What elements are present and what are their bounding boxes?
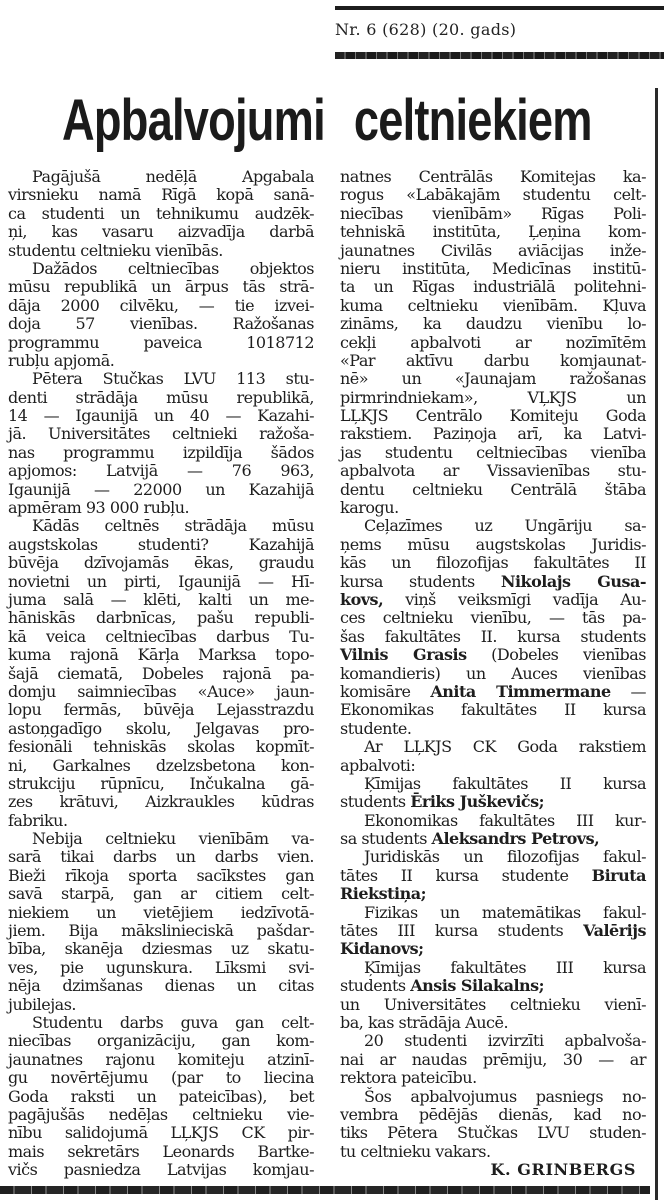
text-line [340,499,646,517]
author-signature: K. GRINBERGS [490,1160,636,1180]
text-line [340,297,646,315]
text-line [8,1088,314,1106]
text-run: Kādās celtnēs strādāja mūsu [32,516,314,536]
text-run: Ar LĻKJS CK Goda rakstiem [364,737,646,757]
text-line [8,738,314,756]
text-line [340,812,646,830]
text-line [340,536,646,554]
text-run: natnes Centrālās Komitejas ka- [340,167,646,186]
text-run: 20 studenti izvirzīti apbalvoša- [364,1031,646,1051]
text-run: ņi, kas vasaru aizvadīja darbā [8,222,314,242]
text-run: denti strādāja mūsu republikā, [8,387,314,407]
text-run: komandieris) un Auces vienības [340,663,646,683]
bottom-rule [0,1186,650,1194]
text-run: ves, pie ugunskura. Līksmi svi- [8,957,314,977]
article-left-column [8,168,314,1179]
text-line [8,591,314,609]
text-run: ba, kas strādāja Aucē. [340,1012,509,1032]
text-run: gu novērtējumu (par to liecina [8,1068,314,1088]
text-run: augstskolas studenti? Kazahijā [8,534,314,554]
text-line [340,168,646,186]
text-run: Dažādos celtniecības objektos [32,258,314,278]
text-run: viņš veiksmīgi vadīja Au- [405,589,646,609]
text-run: Nebija celtnieku vienībām va- [32,829,314,849]
masthead-top-rule [335,6,664,10]
text-line [8,720,314,738]
text-line [8,352,314,370]
article-headline: Apbalvojumi celtniekiem [62,88,592,153]
text-run: tātes III kursa students [340,921,564,941]
text-run: niekiem un vietējiem iedzīvotā- [8,902,314,922]
text-line [340,720,646,738]
text-line [340,334,646,352]
text-run: tu celtnieku vakars. [340,1141,491,1161]
text-run: ta un Rīgas industriālā politehni- [340,277,646,297]
text-run: fesionāli tehniskās skolas kopmīt- [8,737,314,757]
text-run: programmu paveica 1018712 [8,332,314,352]
text-line [8,940,314,958]
text-run: sarā tikai darbs un darbs vien. [8,847,314,867]
text-run: ņems mūsu augstskolas Juridis- [340,534,646,554]
text-line [340,407,646,425]
text-run: apbalvota ar Vissavienības stu- [340,461,646,481]
text-line [340,315,646,333]
person-name: Biruta [591,865,646,885]
text-run: ni, Garkalnes dzelzsbetona kon- [8,755,314,775]
text-line [340,628,646,646]
text-run: Igaunijā — 22000 un Kazahijā [8,479,314,499]
text-line [8,389,314,407]
text-line [8,186,314,204]
text-line [8,701,314,719]
text-line [340,260,646,278]
text-run: Goda raksti un pateicības), bet [8,1086,314,1106]
text-line [340,186,646,204]
text-run: būvēja dzīvojamās ēkas, graudu [8,553,314,573]
text-line [8,370,314,388]
text-line [340,205,646,223]
text-run: savā starpā, gan ar citiem celt- [8,884,314,904]
text-line [340,462,646,480]
person-name: Aleksandrs Petrovs, [431,829,600,849]
text-run: domju saimniecības «Auce» jaun- [8,681,314,701]
text-run: students [340,976,406,996]
text-line [340,609,646,627]
article-right-column [340,168,646,1179]
text-line [340,848,646,866]
text-line [8,278,314,296]
text-run: nas programmu izpildīja šādos [8,442,314,462]
text-line [8,793,314,811]
text-run: nieru institūta, Medicīnas institū- [340,258,646,278]
text-run: «Par aktīvu darbu komjaunat- [340,350,646,370]
text-run: Studentu darbs guva gan celt- [32,1012,314,1032]
text-line [8,1051,314,1069]
text-run: Fizikas un matemātikas fakul- [364,902,646,922]
text-line [340,1069,646,1087]
text-run: hāniskās darbnīcas, pašu republi- [8,608,314,628]
text-run: nē» un «Jaunajam ražošanas [340,369,646,389]
text-line [340,885,646,903]
text-line [8,775,314,793]
text-line [8,609,314,627]
text-line [8,646,314,664]
text-run: nību salidojumā LĻKJS CK pir- [8,1123,314,1143]
text-run: jaunatnes Civilās aviācijas inže- [340,240,646,260]
text-line [8,628,314,646]
text-line [340,573,646,591]
text-run: fabriku. [8,810,68,830]
text-run: tehniskā institūta, Ļeņina kom- [340,222,646,242]
text-run: Ķīmijas fakultātes III kursa [364,957,646,977]
text-line [8,260,314,278]
person-name: Riekstiņa; [340,884,427,904]
text-line [340,554,646,572]
text-line [8,444,314,462]
text-run: rogus «Labākajām studentu celt- [340,185,646,205]
text-run: Bieži rīkoja sporta sacīkstes gan [8,865,314,885]
text-run: nai ar naudas prēmiju, 30 — ar [340,1049,646,1069]
text-line [340,1051,646,1069]
text-run: vičs pasniedza Latvijas komjau- [8,1160,314,1180]
text-run: ces celtnieku vienību, — tās pa- [340,608,646,628]
text-run: apbalvoti: [340,755,416,775]
text-run: dāja 2000 cilvēku, — tie izvei- [8,295,314,315]
text-line [340,867,646,885]
text-run: rakstiem. Paziņoja arī, ka Latvi- [340,424,646,444]
text-line [340,1143,646,1161]
issue-number: Nr. 6 (628) (20. gads) [335,20,517,39]
text-run: studentu celtnieku vienībās. [8,240,223,260]
text-line [340,1032,646,1050]
text-run: 14 — Igaunijā un 40 — Kazahi- [8,406,314,426]
text-line [8,1106,314,1124]
person-name: Valērijs [583,921,647,941]
text-run: un Universitātes celtnieku vienī- [340,994,646,1014]
text-run: Ceļazīmes uz Ungāriju sa- [364,516,646,536]
text-run: jiem. Bija mākslinieciskā pašdar- [8,921,314,941]
text-line [8,517,314,535]
text-run: Juridiskās un filozofijas fakul- [364,847,646,867]
text-run: mais sekretārs Leonards Bartke- [8,1141,314,1161]
text-line [340,278,646,296]
text-run: kā veica celtniecības darbus Tu- [8,626,314,646]
text-line [8,867,314,885]
text-run: astoņgadīgo skolu, Jelgavas pro- [8,718,314,738]
text-run: šajā ciematā, Dobeles rajonā pa- [8,663,314,683]
text-run: doja 57 vienības. Ražošanas [8,314,314,334]
text-run: lopu fermās, būvēja Lejasstrazdu [8,700,314,720]
text-line [8,1032,314,1050]
text-run: kās un filozofijas fakultātes II [340,553,646,573]
text-line [8,425,314,443]
text-line [340,352,646,370]
text-line [8,1069,314,1087]
text-run: jas studentu celtniecības vienība [340,442,646,462]
text-run: vembra pēdējās dienās, kad no- [340,1104,646,1124]
person-name: kovs, [340,589,384,609]
text-line [340,775,646,793]
text-line [340,425,646,443]
text-run: jā. Universitātes celtnieki ražoša- [8,424,314,444]
text-line [8,205,314,223]
text-line [8,665,314,683]
text-line [340,1106,646,1124]
text-line [8,830,314,848]
text-line [8,573,314,591]
text-run: niecības organizāciju, gan kom- [8,1031,314,1051]
text-run: dentu celtnieku Centrālā štāba [340,479,646,499]
text-run: kursa students [340,571,475,591]
text-line [8,959,314,977]
person-name: Kidanovs; [340,939,424,959]
masthead-bottom-rule [335,52,664,59]
text-line [340,444,646,462]
text-line [8,1124,314,1142]
text-line [8,223,314,241]
text-line [8,168,314,186]
text-line [8,1014,314,1032]
text-line [8,757,314,775]
text-line [8,334,314,352]
text-run: pirmrindniekam», VĻKJS un [340,387,646,407]
text-run: cekļi apbalvoti ar nozīmītēm [340,332,646,352]
text-line [340,922,646,940]
text-line [340,683,646,701]
text-run: zes krātuvi, Aizkraukles kūdras [8,792,314,812]
text-run: mūsu republikā un ārpus tās strā- [8,277,314,297]
text-line [340,904,646,922]
text-line [340,1124,646,1142]
text-line [8,996,314,1014]
text-run: strukciju rūpnīcu, Inčukalna gā- [8,773,314,793]
text-line [8,462,314,480]
text-line [8,683,314,701]
text-run: (Dobeles vienības [491,645,646,665]
text-line [340,223,646,241]
person-name: Ēriks Juškevičs; [410,792,545,812]
text-line [8,481,314,499]
text-line [8,554,314,572]
text-line [340,665,646,683]
text-line [340,830,646,848]
text-run: studente. [340,718,412,738]
text-run: Šos apbalvojumus pasniegs no- [364,1086,646,1106]
text-line [8,1161,314,1179]
text-line [340,757,646,775]
text-run: virsnieku namā Rīgā kopā sanā- [8,185,314,205]
text-line [340,1014,646,1032]
text-line [340,370,646,388]
text-line [8,1143,314,1161]
text-line [340,738,646,756]
text-run: Ekonomikas fakultātes III kur- [364,810,646,830]
text-run: rektora pateicību. [340,1068,477,1088]
text-line [8,242,314,260]
text-line [340,701,646,719]
text-run: Pētera Stučkas LVU 113 stu- [32,369,314,389]
text-run: students [340,792,406,812]
text-run: juma salā — klēti, kalti un me- [8,589,314,609]
text-run: Pagājušā nedēļā Apgabala [32,167,314,186]
person-name: Ansis Silakalns; [410,976,545,996]
text-run: karogu. [340,498,399,518]
text-line [340,959,646,977]
person-name: Nikolajs Gusa- [500,571,647,591]
text-line [340,977,646,995]
text-run: kuma celtnieku vienībām. Kļuva [340,295,646,315]
text-line [8,407,314,425]
person-name: Vilnis Grasis [340,645,467,665]
text-run: tātes II kursa studente [340,865,569,885]
text-run: novietni un pirti, Igaunijā — Hī- [8,571,314,591]
text-line [8,922,314,940]
text-run: bība, skanēja dziesmas uz skatu- [8,939,314,959]
text-line [8,812,314,830]
text-line [8,536,314,554]
text-run: ca studenti un tehnikumu audzēk- [8,203,314,223]
text-run: pagājušās nedēļas celtnieku vie- [8,1104,314,1124]
text-line [340,646,646,664]
text-run: niecības vienībām» Rīgas Poli- [340,203,646,223]
text-run: apmēram 93 000 rubļu. [8,498,190,518]
text-run: rubļu apjomā. [8,350,115,370]
text-run: apjomos: Latvijā — 76 963, [8,461,314,481]
text-line [340,517,646,535]
text-line [340,389,646,407]
text-run: šas fakultātes II. kursa students [340,626,646,646]
text-line [340,591,646,609]
text-line [340,940,646,958]
text-line [340,793,646,811]
text-line [340,996,646,1014]
text-line [8,315,314,333]
text-run: jubilejas. [8,994,77,1014]
text-run: nēja dzimšanas dienas un citas [8,976,314,996]
text-line [340,481,646,499]
column-divider-rule [655,88,658,1200]
text-run: sa students [340,829,427,849]
person-name: Anita Timmermane [430,681,611,701]
text-run: LĻKJS Centrālo Komiteju Goda [340,406,646,426]
text-run: Ķīmijas fakultātes II kursa [364,773,646,793]
text-run: kuma rajonā Kārļa Marksa topo- [8,645,314,665]
text-line [8,297,314,315]
text-run: zināms, ka daudzu vienību lo- [340,314,646,334]
text-line [340,242,646,260]
text-run: tiks Pētera Stučkas LVU studen- [340,1123,646,1143]
text-run: jaunatnes rajonu komiteju atzinī- [8,1049,314,1069]
text-run: Ekonomikas fakultātes II kursa [340,700,646,720]
text-line [8,977,314,995]
text-line [8,904,314,922]
text-line [8,885,314,903]
text-line [8,848,314,866]
text-run: — [630,681,646,701]
text-run: komisāre [340,681,411,701]
text-line [340,1088,646,1106]
text-line [8,499,314,517]
